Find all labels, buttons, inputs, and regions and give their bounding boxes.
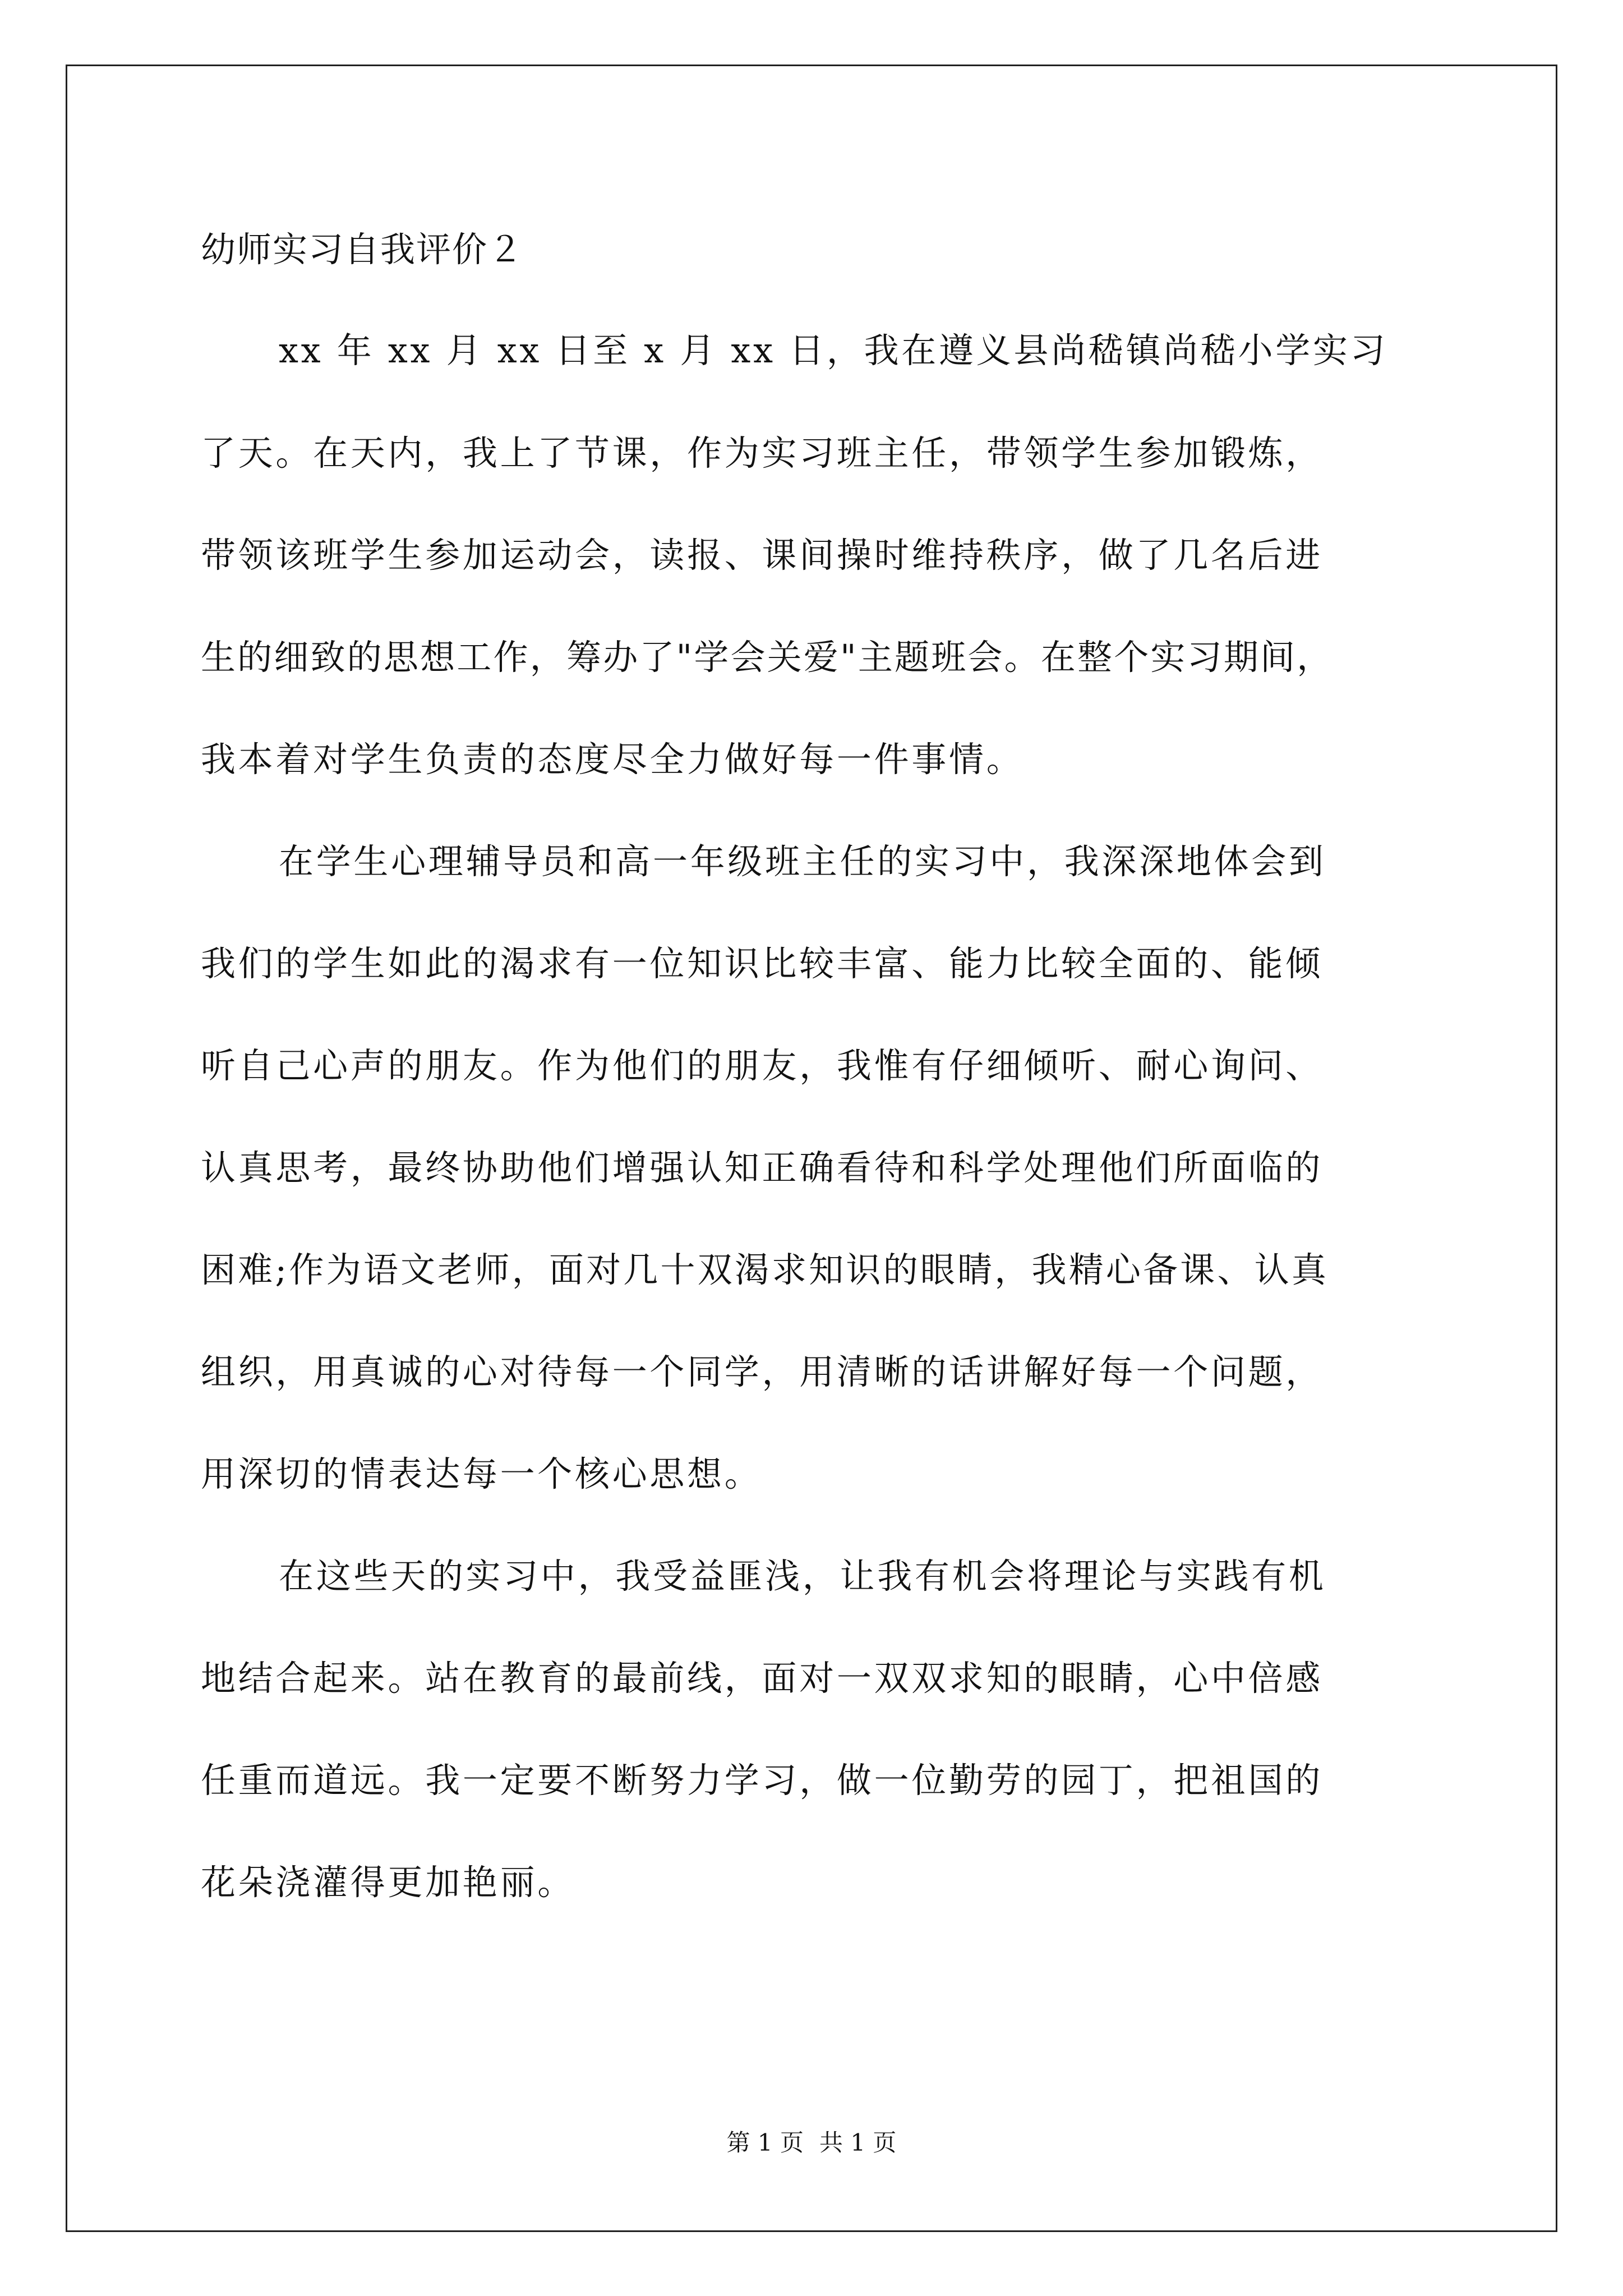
page-footer bbox=[0, 2126, 1623, 2160]
page-total: 共 1 页 bbox=[819, 2129, 897, 2156]
text-line: 困难;作为语文老师，面对几十双渴求知识的眼睛，我精心备课、认真 bbox=[201, 1249, 1329, 1290]
text-line: 了天。在天内，我上了节课，作为实习班主任，带领学生参加锻炼， bbox=[201, 432, 1324, 473]
text-line: 地结合起来。站在教育的最前线，面对一双双求知的眼睛，心中倍感 bbox=[201, 1658, 1324, 1699]
text-line: 任重而道远。我一定要不断努力学习，做一位勤劳的园丁，把祖国的 bbox=[201, 1760, 1324, 1801]
text-line: 我们的学生如此的渴求有一位知识比较丰富、能力比较全面的、能倾 bbox=[201, 943, 1324, 984]
text-line: xx 年 xx 月 xx 日至 x 月 xx 日，我在遵义县尚嵇镇尚嵇小学实习 bbox=[279, 330, 1388, 371]
document-title: 幼师实习自我评价２ bbox=[201, 229, 524, 270]
text-line: 生的细致的思想工作，筹办了"学会关爱"主题班会。在整个实习期间， bbox=[201, 637, 1334, 678]
text-line: 花朵浇灌得更加艳丽。 bbox=[201, 1862, 575, 1903]
text-line: 我本着对学生负责的态度尽全力做好每一件事情。 bbox=[201, 739, 1024, 780]
page-number: 第 1 页 bbox=[726, 2129, 804, 2156]
text-line: 组织，用真诚的心对待每一个同学，用清晰的话讲解好每一个问题， bbox=[201, 1351, 1324, 1392]
text-line: 听自己心声的朋友。作为他们的朋友，我惟有仔细倾听、耐心询问、 bbox=[201, 1045, 1324, 1086]
text-line: 带领该班学生参加运动会，读报、课间操时维持秩序，做了几名后进 bbox=[201, 535, 1324, 576]
text-line: 用深切的情表达每一个核心思想。 bbox=[201, 1453, 762, 1494]
text-line: 在这些天的实习中，我受益匪浅，让我有机会将理论与实践有机 bbox=[279, 1556, 1326, 1596]
text-line: 认真思考，最终协助他们增强认知正确看待和科学处理他们所面临的 bbox=[201, 1147, 1324, 1188]
text-line: 在学生心理辅导员和高一年级班主任的实习中，我深深地体会到 bbox=[279, 841, 1326, 882]
